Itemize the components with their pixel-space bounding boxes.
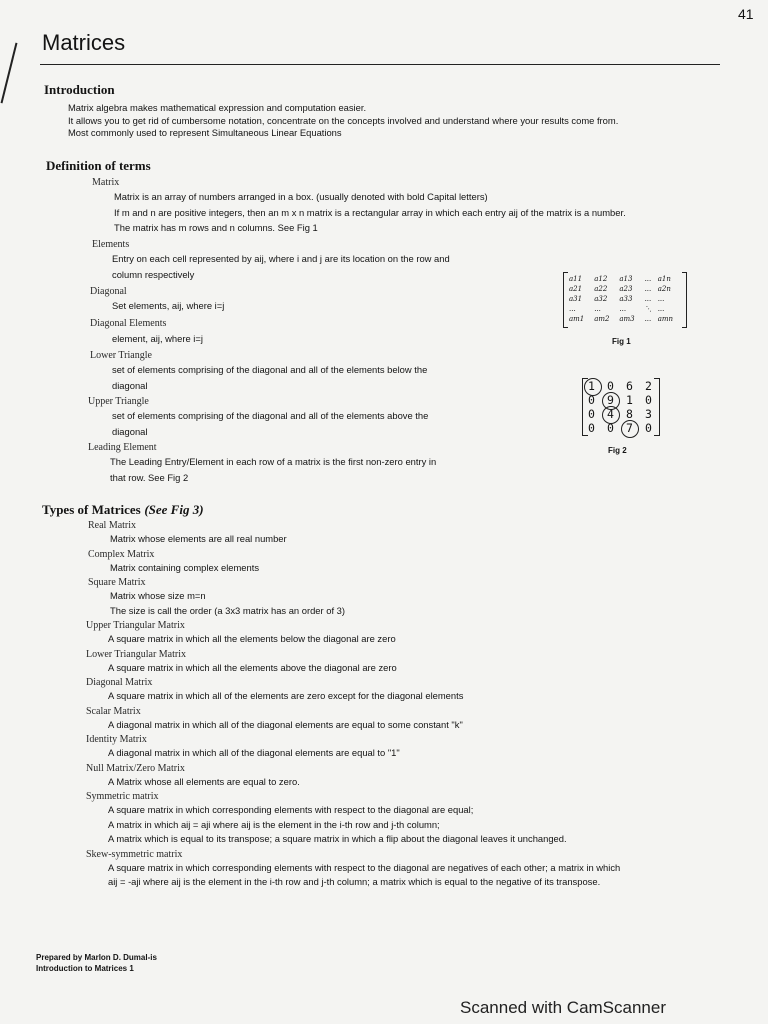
type-line: A square matrix in which all of the elements are zero except for the diagonal elements	[108, 690, 464, 701]
matrix-cell: ...	[657, 305, 665, 313]
matrix-cell: ⋱	[644, 305, 652, 313]
definition-line: The Leading Entry/Element in each row of a matrix is the first non-zero entry in	[110, 456, 437, 467]
list-item	[86, 520, 620, 546]
matrix-cell: am2	[594, 315, 610, 323]
fig1-label: Fig 1	[612, 337, 631, 346]
matrix-cell: a21	[569, 285, 583, 293]
type-line: A square matrix in which all the elements above the diagonal are zero	[108, 661, 397, 673]
fig2-matrix	[582, 378, 660, 436]
type-line: The size is call the order (a 3x3 matrix has an order of 3)	[110, 604, 345, 616]
term-elements: Elements	[92, 239, 130, 250]
type-line: aij = -aji where aij is the element in the i-th row and j-th column; a matrix which is equal to the negative of its transpose.	[108, 876, 601, 887]
type-term: Lower Triangular Matrix	[86, 648, 186, 660]
matrix-cell: am3	[619, 315, 635, 323]
table-row	[568, 314, 682, 324]
matrix-cell: 7	[626, 421, 633, 435]
type-term: Square Matrix	[88, 577, 146, 588]
matrix-cell: ...	[644, 295, 652, 303]
list-item	[86, 577, 620, 617]
matrix-cell: a22	[594, 285, 608, 293]
upper-triangle-definition	[112, 410, 428, 438]
definition-line: column respectively	[112, 268, 195, 280]
matrix-cell: a2n	[657, 285, 671, 293]
list-item	[86, 649, 620, 675]
type-line: A matrix which is equal to its transpose; a square matrix in which a flip about the diagonal leaves it unchanged.	[108, 833, 567, 844]
type-line: A diagonal matrix in which all of the diagonal elements are equal to "1"	[108, 747, 400, 758]
matrix-cell: 0	[588, 393, 595, 407]
intro-line: It allows you to get rid of cumbersome notation, concentrate on the concepts involved and understand where your results come from.	[68, 114, 619, 126]
matrix-cell: 0	[645, 393, 652, 407]
footer	[36, 952, 157, 974]
table-row	[568, 284, 682, 294]
type-term: Upper Triangular Matrix	[86, 620, 185, 631]
matrix-cell: am1	[569, 315, 585, 323]
matrix-cell: 3	[645, 407, 652, 421]
footer-author: Prepared by Marlon D. Dumal-is	[36, 953, 157, 962]
term-leading-element: Leading Element	[88, 442, 157, 453]
matrix-cell: 0	[607, 421, 614, 435]
list-item	[86, 677, 620, 703]
list-item	[86, 734, 620, 760]
matrix-cell: ...	[644, 285, 652, 293]
matrix-cell: ...	[619, 305, 627, 313]
term-diagonal: Diagonal	[90, 286, 127, 297]
list-item	[86, 549, 620, 575]
matrix-cell: ...	[657, 295, 665, 303]
definition-line: Entry on each cell represented by aij, where i and j are its location on the row and	[112, 253, 450, 264]
list-item	[86, 763, 620, 789]
matrix-cell: a1n	[657, 275, 671, 283]
term-matrix: Matrix	[92, 177, 120, 188]
type-term: Real Matrix	[88, 520, 137, 531]
matrix-cell: 8	[626, 407, 633, 421]
footer-course: Introduction to Matrices 1	[36, 964, 134, 973]
type-line: A square matrix in which all the elements below the diagonal are zero	[108, 633, 396, 644]
intro-text	[68, 102, 618, 140]
definitions-section	[46, 158, 151, 174]
definition-line: that row. See Fig 2	[110, 471, 189, 483]
fig2-label: Fig 2	[608, 446, 627, 455]
list-item	[86, 620, 620, 646]
definition-line: If m and n are positive integers, then an m x n matrix is a rectangular array in which each entry aij of the matrix is a number.	[114, 206, 626, 218]
definition-line: Matrix is an array of numbers arranged in a box. (usually denoted with bold Capital letters)	[114, 191, 488, 202]
intro-line: Matrix algebra makes mathematical expression and computation easier.	[68, 102, 367, 113]
definition-line: diagonal	[112, 425, 148, 437]
leading-element-definition	[110, 456, 436, 484]
diagonal-elements-definition: element, aij, where i=j	[112, 333, 203, 344]
page-title: Matrices	[42, 30, 126, 55]
intro-line: Most commonly used to represent Simultaneous Linear Equations	[68, 127, 342, 138]
type-term: Symmetric matrix	[86, 791, 159, 802]
matrix-cell: ...	[644, 275, 652, 283]
table-row	[568, 274, 682, 284]
type-term: Complex Matrix	[88, 548, 155, 560]
definitions-heading: Definition of terms	[46, 158, 151, 173]
type-term: Skew-symmetric matrix	[86, 848, 183, 860]
lower-triangle-definition	[112, 364, 427, 392]
definition-line: diagonal	[112, 379, 148, 391]
matrix-cell: a11	[569, 275, 583, 283]
type-line: A diagonal matrix in which all of the diagonal elements are equal to some constant "k"	[108, 718, 463, 730]
matrix-definition	[114, 191, 626, 235]
matrix-cell: 0	[645, 421, 652, 435]
table-row	[568, 294, 682, 304]
type-line: Matrix containing complex elements	[110, 561, 260, 573]
type-term: Scalar Matrix	[86, 705, 141, 717]
matrix-cell: a33	[619, 295, 633, 303]
type-line: A Matrix whose all elements are equal to zero.	[108, 775, 300, 787]
type-line: Matrix whose elements are all real number	[110, 533, 287, 544]
intro-heading: Introduction	[44, 82, 115, 97]
title-rule	[40, 64, 720, 65]
matrix-cell: 4	[607, 407, 614, 421]
matrix-cell: ...	[594, 305, 601, 313]
type-line: A matrix in which aij = aji where aij is the element in the i-th row and j-th column;	[108, 818, 440, 830]
matrix-cell: a31	[569, 295, 583, 303]
definition-line: set of elements comprising of the diagonal and all of the elements above the	[112, 410, 429, 421]
scanner-watermark: Scanned with CamScanner	[460, 998, 667, 1017]
types-heading-ref: (See Fig 3)	[144, 502, 204, 517]
diagonal-definition: Set elements, aij, where i=j	[112, 300, 225, 311]
list-item	[86, 791, 620, 846]
matrix-cell: 2	[645, 379, 652, 393]
matrix-cell: 9	[607, 393, 614, 407]
type-line: A square matrix in which corresponding elements with respect to the diagonal are equal;	[108, 804, 474, 815]
definition-line: set of elements comprising of the diagonal and all of the elements below the	[112, 364, 428, 375]
matrix-cell: 1	[588, 379, 595, 393]
table-row	[568, 304, 682, 314]
matrix-cell: a13	[619, 275, 633, 283]
matrix-cell: a23	[619, 285, 633, 293]
fig1-matrix	[563, 272, 687, 328]
list-item	[86, 849, 620, 889]
types-heading: Types of Matrices	[42, 502, 141, 517]
matrix-cell: 0	[588, 421, 595, 435]
intro-section	[44, 82, 115, 98]
types-section	[42, 502, 204, 518]
elements-definition	[112, 253, 450, 281]
page-number: 41	[738, 6, 754, 22]
matrix-cell: 6	[626, 379, 633, 393]
type-line: Matrix whose size m=n	[110, 590, 206, 601]
matrix-cell: amn	[657, 315, 674, 323]
matrix-cell: 1	[626, 393, 633, 407]
term-lower-triangle: Lower Triangle	[90, 350, 152, 361]
type-term: Null Matrix/Zero Matrix	[86, 762, 185, 774]
types-list	[86, 520, 620, 889]
type-term: Identity Matrix	[86, 734, 147, 745]
term-diagonal-elements: Diagonal Elements	[90, 318, 167, 329]
matrix-cell: a12	[594, 275, 608, 283]
matrix-cell: ...	[644, 315, 652, 323]
fig1-table	[568, 274, 682, 324]
matrix-cell: a32	[594, 295, 608, 303]
matrix-cell: 0	[588, 407, 595, 421]
list-item	[86, 706, 620, 732]
pen-mark	[1, 43, 18, 104]
type-term: Diagonal Matrix	[86, 677, 153, 688]
matrix-cell: ...	[569, 305, 576, 313]
type-line: A square matrix in which corresponding elements with respect to the diagonal are negatives of each other; a matrix in which	[108, 861, 621, 873]
matrix-cell: 0	[607, 379, 614, 393]
term-upper-triangle: Upper Triangle	[88, 396, 149, 407]
definition-line: The matrix has m rows and n columns. See Fig 1	[114, 222, 318, 233]
